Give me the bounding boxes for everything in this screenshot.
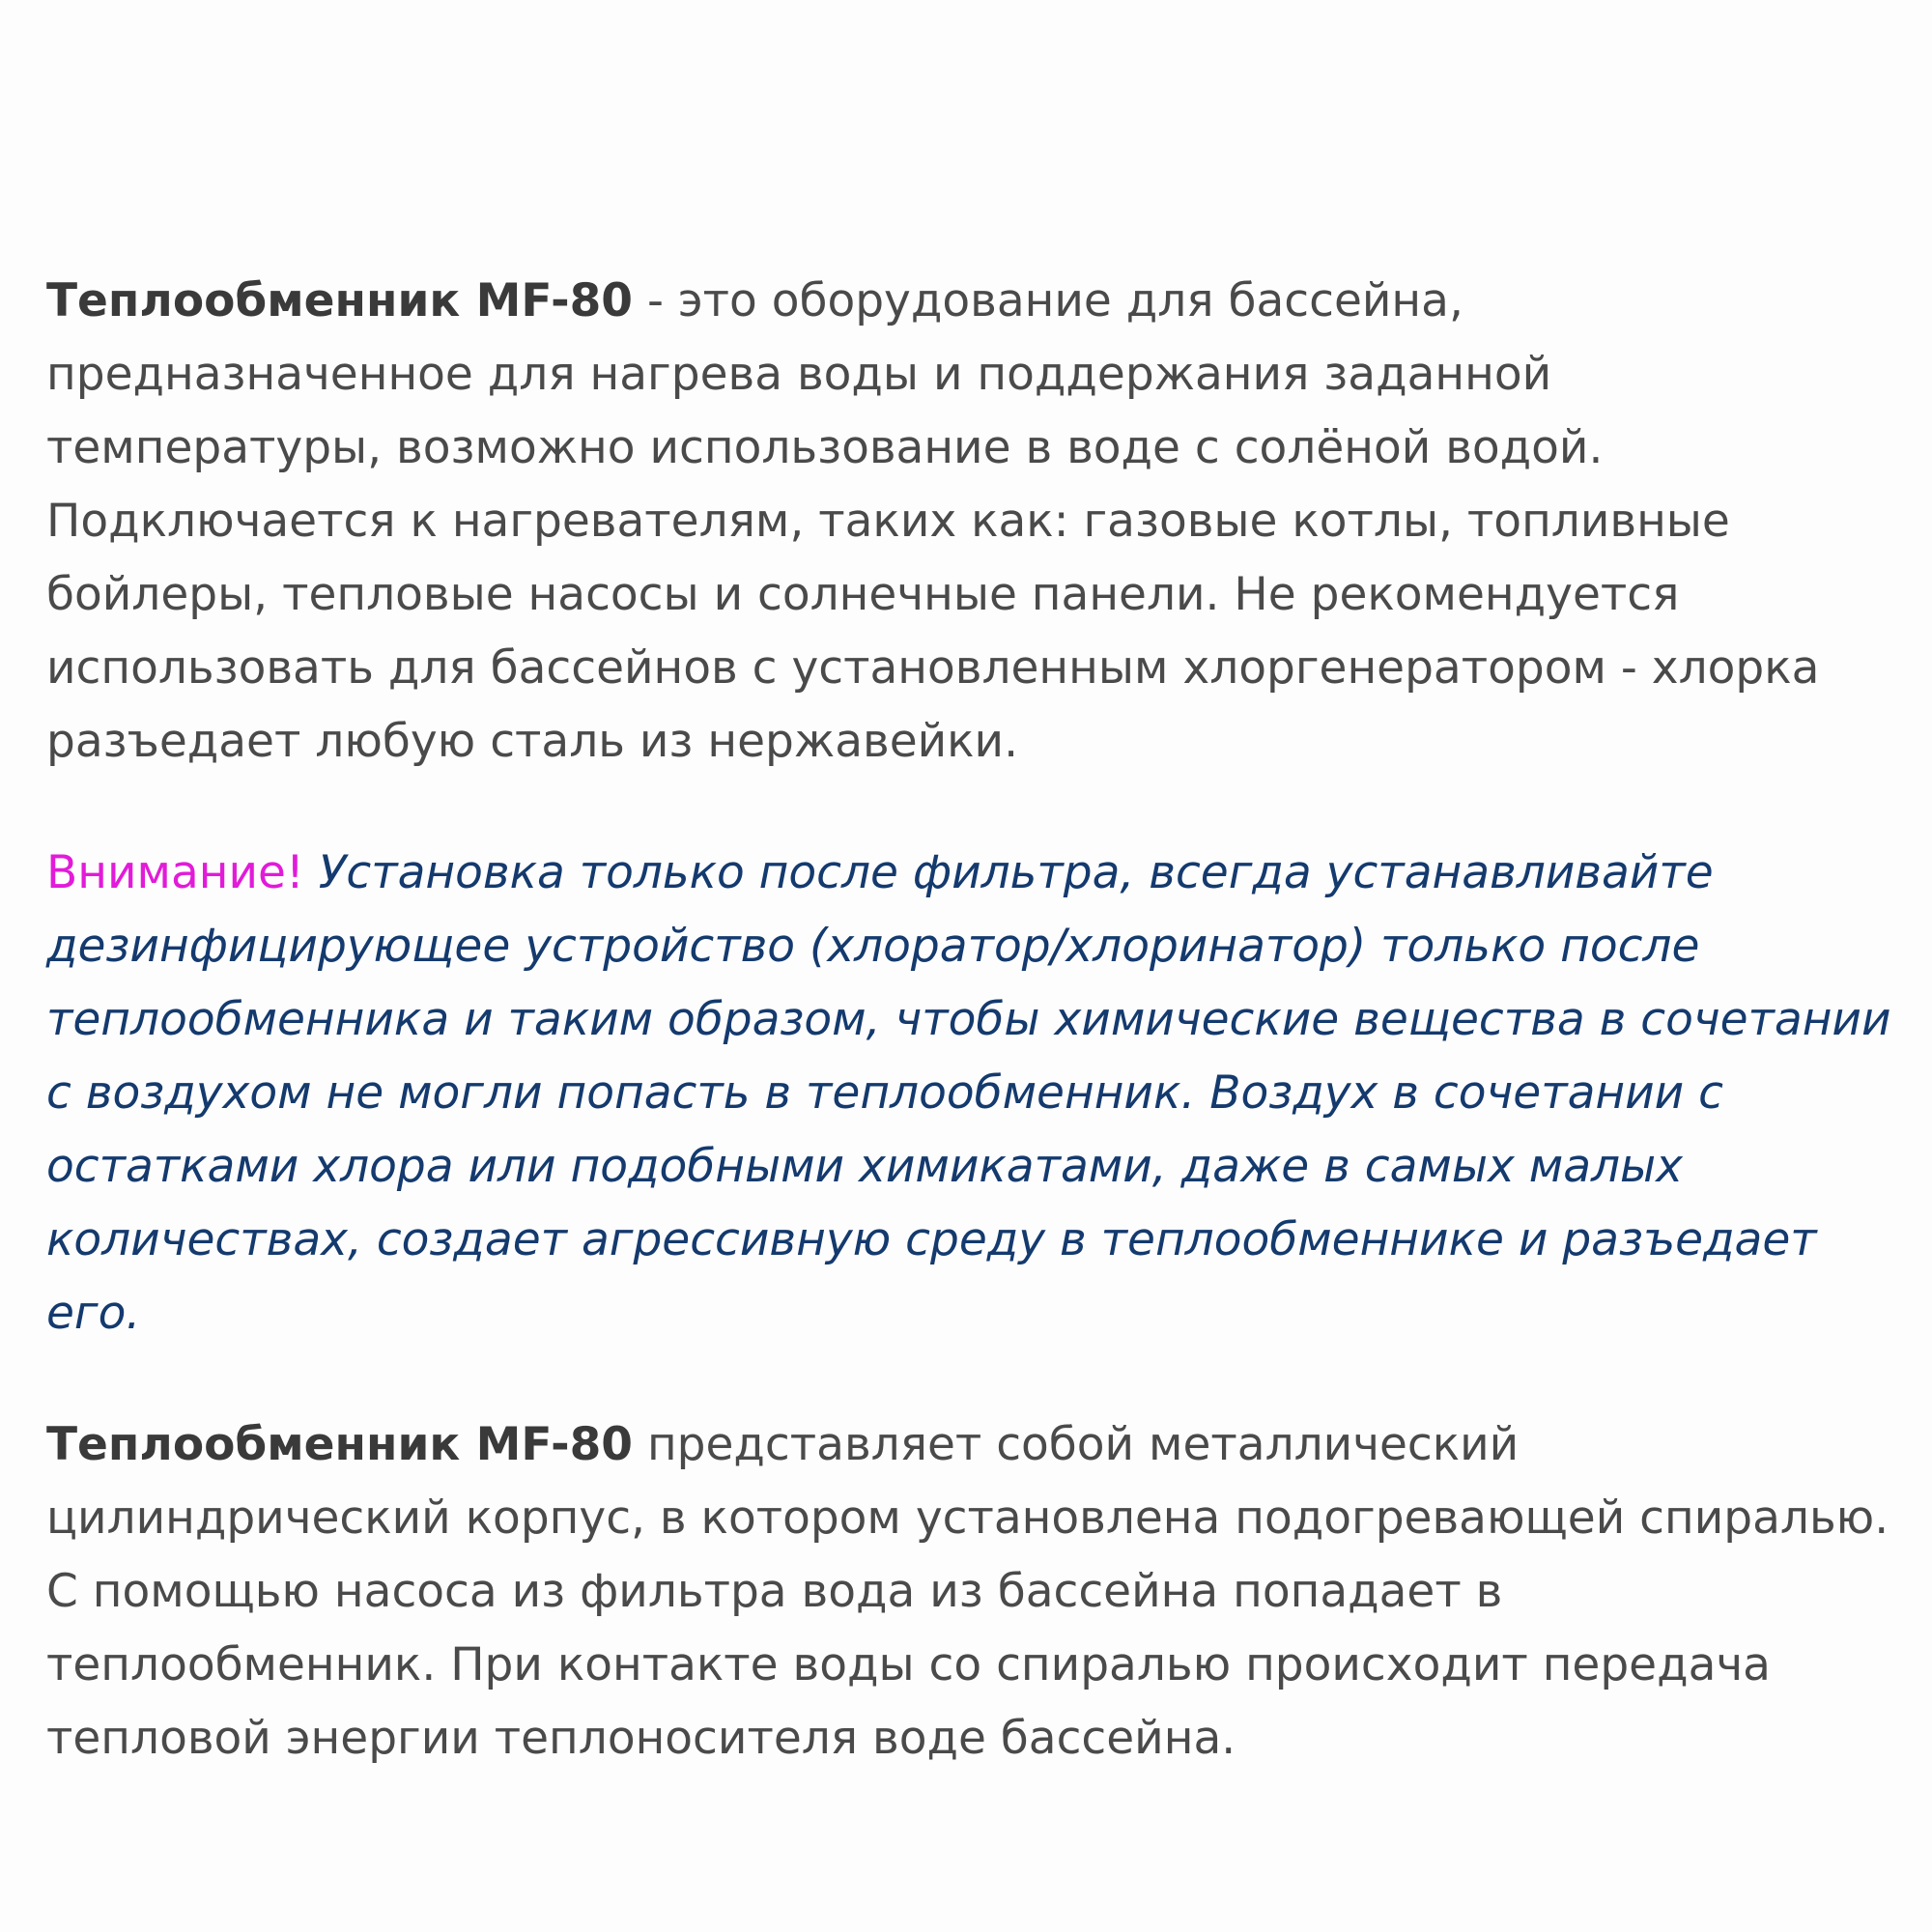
product-name-bold: Теплообменник MF-80 [46,274,634,327]
warning-paragraph [46,837,1901,1350]
description-text: представляет собой металлический цилиндрический корпус, в котором установлена подогревающей спиралью. С помощью насоса из фильтра вода из бассейна попадает в теплообменник. При контакте воды со спиралью происходит передача тепловой энергии теплоносителя воде бассейна. [46,1418,1889,1765]
warning-text: Установка только после фильтра, всегда устанавливайте дезинфицирующее устройство (хлоратор/хлоринатор) только после теплообменника и таким образом, чтобы химические вещества в сочетании с воздухом не могли попасть в теплообменник. Воздух в сочетании с остатками хлора или подобными химикатами, даже в самых малых количествах, создает агрессивную среду в теплообменнике и разъедает его. [46,846,1891,1340]
intro-paragraph [46,265,1901,779]
article-body [46,265,1901,1833]
warning-label: Внимание! [46,846,304,899]
intro-text: - это оборудование для бассейна, предназначенное для нагрева воды и поддержания заданной температуры, возможно использование в воде с солёной водой. Подключается к нагревателям, таких как: газовые котлы, топливные бойлеры, тепловые насосы и солнечные панели. Не рекомендуется использовать для бассейнов с установленным хлоргенератором - хлорка разъедает любую сталь из нержавейки. [46,274,1820,768]
description-paragraph [46,1408,1901,1776]
product-name-bold-2: Теплообменник MF-80 [46,1418,634,1471]
